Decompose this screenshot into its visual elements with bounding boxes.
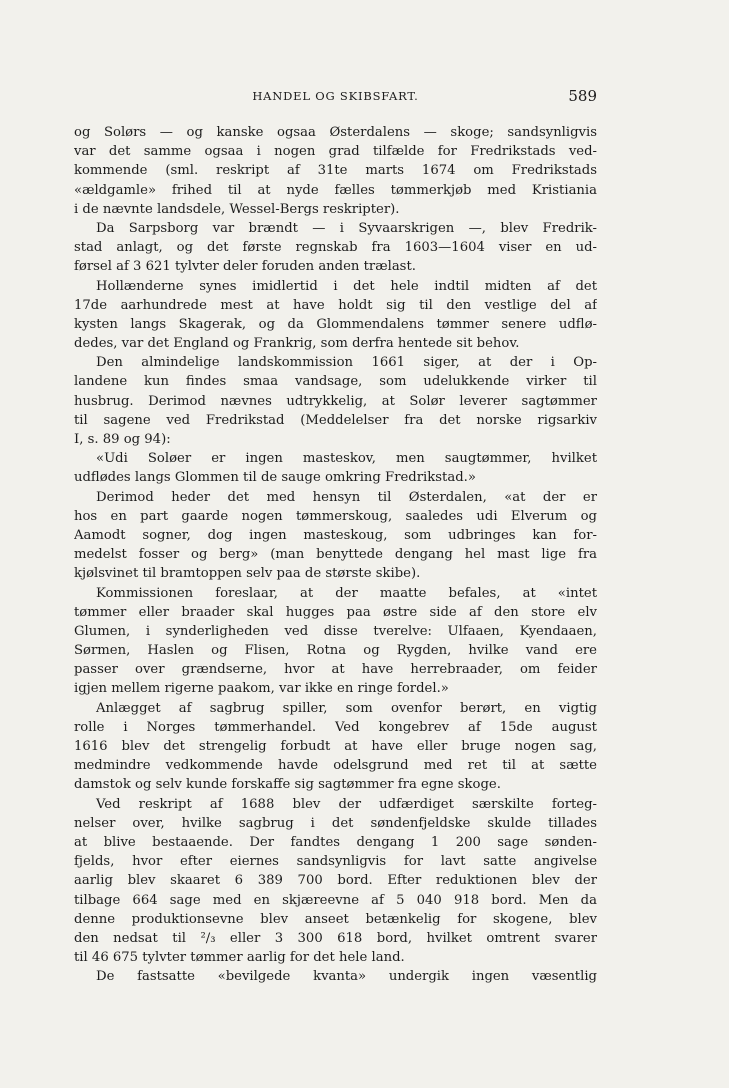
text-line: i de nævnte landsdele, Wessel-Bergs reskripter).	[74, 201, 400, 217]
text-line: hos en part gaarde nogen tømmerskoug, saaledes udi Elverum og	[74, 508, 597, 524]
text-line: damstok og selv kunde forskaffe sig sagtømmer fra egne skoge.	[74, 777, 501, 793]
page-number: 589	[568, 87, 597, 105]
text-line: førsel af 3 621 tylvter deler foruden anden trælast.	[74, 259, 416, 275]
text-line: til 46 675 tylvter tømmer aarlig for det hele land.	[74, 950, 405, 966]
text-line: tømmer eller braader skal hugges paa østre side af den store elv	[74, 604, 597, 620]
text-line: rolle i Norges tømmerhandel. Ved kongebrev af 15de august	[74, 719, 597, 735]
text-line: «Udi Soløer er ingen masteskov, men saugtømmer, hvilket	[96, 451, 597, 467]
text-line: til sagene ved Fredrikstad (Meddelelser fra det norske rigsarkiv	[74, 412, 597, 428]
text-line: Aamodt sogner, dog ingen masteskoug, som udbringes kan for-	[74, 527, 597, 543]
text-line: 17de aarhundrede mest at have holdt sig til den vestlige del af	[74, 297, 597, 313]
text-line: Da Sarpsborg var brændt — i Syvaarskrigen —, blev Fredrik-	[96, 220, 597, 236]
text-line: Ved reskript af 1688 blev der udfærdiget særskilte forteg-	[96, 796, 597, 812]
text-line: passer over grændserne, hvor at have herrebraader, om feider	[74, 662, 597, 678]
text-line: «ældgamle» frihed til at nyde fælles tømmerkjøb med Kristiania	[74, 182, 597, 198]
running-title: HANDEL OG SKIBSFART.	[252, 89, 419, 103]
text-line: fjelds, hvor efter eiernes sandsynligvis for lavt satte angivelse	[74, 854, 597, 870]
text-line: landene kun findes smaa vandsage, som udelukkende virker til	[74, 374, 597, 390]
text-line: nelser over, hvilke sagbrug i det søndenfjeldske skulde tillades	[74, 815, 597, 831]
text-line: medelst fosser og berg» (man benyttede dengang hel mast lige fra	[74, 547, 597, 563]
text-line: Den almindelige landskommission 1661 siger, at der i Op-	[96, 355, 597, 371]
text-line: dedes, var det England og Frankrig, som derfra hentede sit behov.	[74, 336, 520, 352]
text-line: tilbage 664 sage med en skjæreevne af 5 040 918 bord. Men da	[74, 892, 597, 908]
text-line: den nedsat til ²/₃ eller 3 300 618 bord, hvilket omtrent svarer	[74, 930, 597, 946]
page-header	[74, 87, 597, 107]
text-line: De fastsatte «bevilgede kvanta» undergik ingen væsentlig	[96, 969, 597, 985]
text-line: husbrug. Derimod nævnes udtrykkelig, at Solør leverer sagtømmer	[74, 393, 597, 409]
text-line: Anlægget af sagbrug spiller, som ovenfor berørt, en vigtig	[96, 700, 597, 716]
text-line: Glumen, i synderligheden ved disse tverelve: Ulfaaen, Kyendaaen,	[74, 623, 597, 639]
text-line: Sørmen, Haslen og Flisen, Rotna og Rygden, hvilke vand ere	[74, 643, 597, 659]
text-line: Kommissionen foreslaar, at der maatte befales, at «intet	[96, 585, 597, 601]
text-line: medmindre vedkommende havde odelsgrund med ret til at sætte	[74, 758, 597, 774]
text-line: 1616 blev det strengelig forbudt at have eller bruge nogen sag,	[74, 739, 597, 754]
body-text	[74, 123, 597, 986]
text-line: I, s. 89 og 94):	[74, 432, 171, 447]
text-line: stad anlagt, og det første regnskab fra 1603—1604 viser en ud-	[74, 240, 597, 256]
text-line: var det samme ogsaa i nogen grad tilfælde for Fredrikstads ved-	[74, 144, 597, 160]
text-line: Hollænderne synes imidlertid i det hele indtil midten af det	[96, 278, 597, 294]
text-line: kjølsvinet til bramtoppen selv paa de største skibe).	[74, 566, 421, 582]
text-line: udflødes langs Glommen til de sauge omkring Fredrikstad.»	[74, 470, 476, 486]
text-line: og Solørs — og kanske ogsaa Østerdalens — skoge; sandsynligvis	[74, 125, 597, 140]
text-line: aarlig blev skaaret 6 389 700 bord. Efter reduktionen blev der	[74, 873, 597, 889]
text-line: kysten langs Skagerak, og da Glommendalens tømmer senere udflø-	[74, 316, 597, 332]
text-line: at blive bestaaende. Der fandtes dengang 1 200 sage sønden-	[74, 834, 597, 850]
text-line: kommende (sml. reskript af 31te marts 1674 om Fredrikstads	[74, 163, 597, 179]
text-line: Derimod heder det med hensyn til Østerdalen, «at der er	[96, 489, 597, 505]
text-line: denne produktionsevne blev anseet betænkelig for skogene, blev	[74, 911, 597, 927]
text-line: igjen mellem rigerne paakom, var ikke en ringe fordel.»	[74, 681, 449, 697]
